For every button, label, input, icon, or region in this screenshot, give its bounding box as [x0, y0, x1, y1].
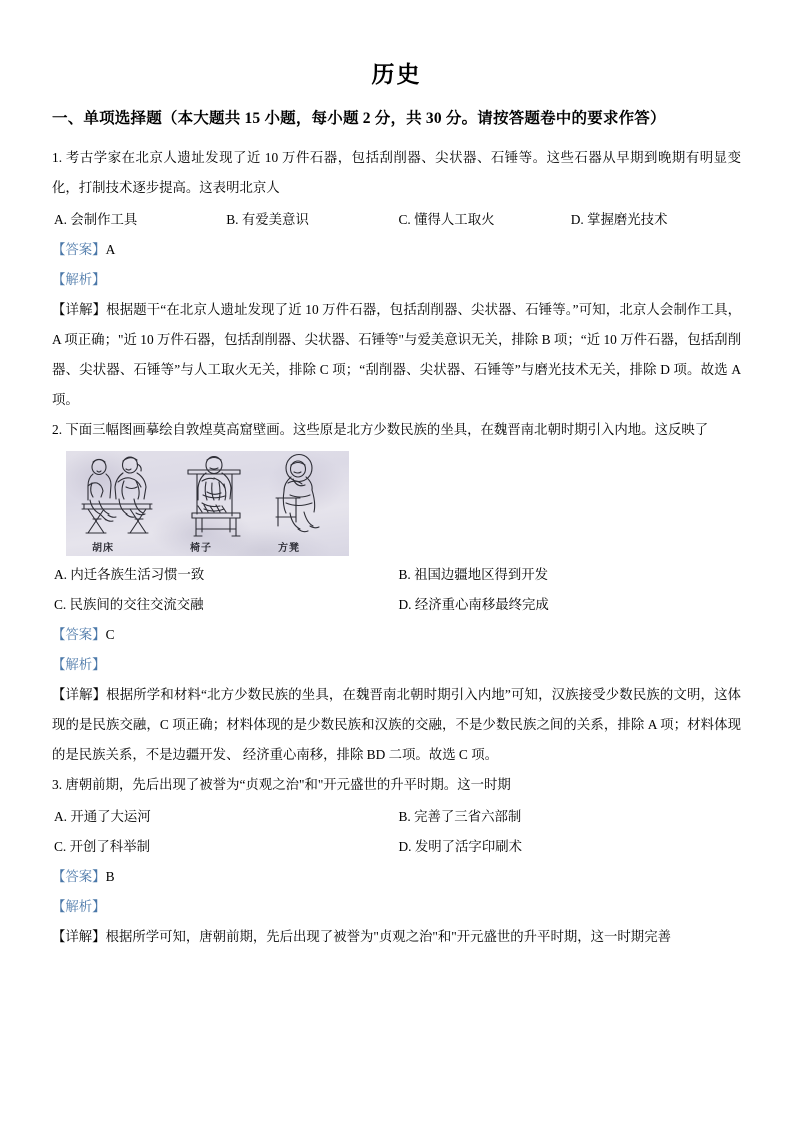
answer-tag: 【答案】: [52, 627, 106, 643]
detail-text: 根据所学和材料“北方少数民族的坐具，在魏晋南北朝时期引入内地”可知，汉族接受少数民族的文明，这体现的是民族交融，C 项正确；材料体现的是少数民族和汉族的交融，不是少数民族之间的关系，排除 A 项；材料体现的是民族关系，不是边疆开发、 经济重心南移，排除 BD 二项。故选 C 项。: [52, 687, 742, 763]
option-d[interactable]: D. 掌握磨光技术: [570, 212, 668, 228]
figure-caption-1: 胡床: [92, 543, 114, 555]
option-d[interactable]: D. 经济重心南移最终完成: [398, 597, 549, 613]
answer-value: B: [105, 869, 115, 885]
answer-line: [52, 235, 741, 265]
detail-tag: 【详解】: [52, 687, 107, 703]
question-options: [52, 560, 741, 590]
option-b[interactable]: B. 祖国边疆地区得到开发: [398, 567, 549, 583]
option-c[interactable]: C. 开创了科举制: [54, 839, 150, 855]
question-block-1: [52, 143, 741, 415]
answer-tag: 【答案】: [52, 869, 106, 885]
question-options: [52, 802, 741, 832]
question-stem: 3. 唐朝前期，先后出现了被誉为“贞观之治"和"开元盛世的升平时期。这一时期: [52, 777, 511, 793]
question-block-2: [52, 415, 741, 770]
detail-explanation: [52, 680, 741, 770]
section-heading: 一、单项选择题（本大题共 15 小题，每小题 2 分，共 30 分。请按答题卷中的要求作答）: [52, 110, 666, 127]
option-a[interactable]: A. 内迁各族生活习惯一致: [54, 567, 205, 583]
figure-caption-2: 椅子: [190, 543, 212, 555]
page-title: 历史: [371, 61, 422, 88]
option-d[interactable]: D. 发明了活字印刷术: [398, 839, 522, 855]
detail-text: 根据题干“在北京人遗址发现了近 10 万件石器，包括刮削器、尖状器、石锤等。”可知，北京人会制作工具，A 项正确；"近 10 万件石器，包括刮削器、尖状器、石锤等"与爱美意识无关，排除 B 项；“近 10 万件石器，包括刮削器、尖状器、石锤等”与人工取火无关，排除 C 项；“刮削器、尖状器、石锤等”与磨光技术无关，排除 D 项。故选 A 项。: [52, 302, 741, 408]
question-options: [52, 832, 741, 862]
detail-text: 根据所学可知，唐朝前期，先后出现了被誉为"贞观之治"和"开元盛世的升平时期，这一时期完善: [105, 929, 671, 945]
dunhuang-mural-figure: [66, 451, 349, 556]
option-b[interactable]: B. 有爱美意识: [226, 212, 309, 228]
question-block-3: [52, 770, 741, 952]
analysis-line: [52, 650, 741, 680]
question-stem: 2. 下面三幅图画摹绘自敦煌莫高窟壁画。这些原是北方少数民族的坐具，在魏晋南北朝时期引入内地。这反映了: [52, 422, 709, 438]
analysis-line: [52, 892, 741, 922]
analysis-tag: 【解析】: [52, 272, 106, 288]
option-a[interactable]: A. 开通了大运河: [54, 809, 151, 825]
option-b[interactable]: B. 完善了三省六部制: [398, 809, 522, 825]
question-options: [52, 205, 741, 235]
question-stem: 1. 考古学家在北京人遗址发现了近 10 万件石器，包括刮削器、尖状器、石锤等。这些石器从早期到晚期有明显变化，打制技术逐步提高。这表明北京人: [52, 150, 741, 196]
question-options: [52, 590, 741, 620]
answer-line: [52, 620, 741, 650]
answer-line: [52, 862, 741, 892]
analysis-tag: 【解析】: [52, 657, 106, 673]
answer-value: C: [105, 627, 115, 643]
detail-explanation: [52, 922, 741, 952]
option-c[interactable]: C. 民族间的交往交流交融: [54, 597, 204, 613]
detail-tag: 【详解】: [52, 302, 107, 318]
analysis-tag: 【解析】: [52, 899, 106, 915]
answer-tag: 【答案】: [52, 242, 106, 258]
detail-explanation: [52, 295, 741, 415]
option-a[interactable]: A. 会制作工具: [54, 212, 138, 228]
option-c[interactable]: C. 懂得人工取火: [398, 212, 495, 228]
detail-tag: 【详解】: [52, 929, 106, 945]
figure-caption-3: 方凳: [278, 543, 300, 555]
answer-value: A: [105, 242, 116, 258]
analysis-line: [52, 265, 741, 295]
